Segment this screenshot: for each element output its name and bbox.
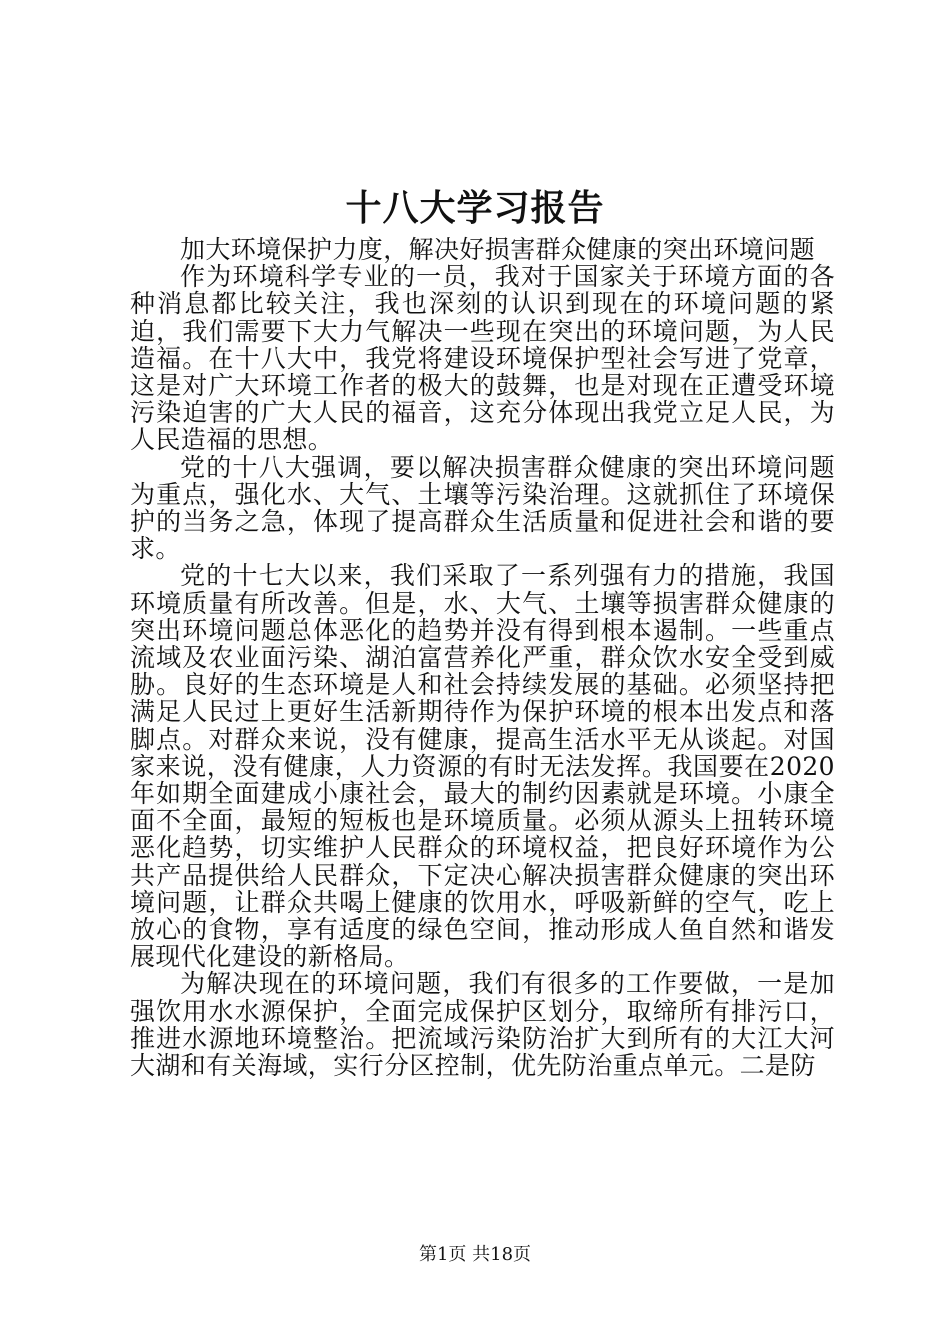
- paragraph: 作为环境科学专业的一员，我对于国家关于环境方面的各种消息都比较关注，我也深刻的认识到现在的环境问题的紧迫，我们需要下大力气解决一些现在突出的环境问题，为人民造福。在十八大中，我党将建设环境保护型社会写进了党章，这是对广大环境工作者的极大的鼓舞，也是对现在正遭受环境污染迫害的广大人民的福音，这充分体现出我党立足人民，为人民造福的思想。: [130, 262, 835, 455]
- document-body: [130, 236, 835, 1079]
- paragraph: 党的十八大强调，要以解决损害群众健康的突出环境问题为重点，强化水、大气、土壤等污染治理。这就抓住了环境保护的当务之急，体现了提高群众生活质量和促进社会和谐的要求。: [130, 452, 835, 564]
- paragraph-subtitle: 加大环境保护力度，解决好损害群众健康的突出环境问题: [180, 235, 816, 264]
- page-footer: 第1页 共18页: [418, 1244, 532, 1265]
- paragraph: 党的十七大以来，我们采取了一系列强有力的措施，我国环境质量有所改善。但是，水、大气、土壤等损害群众健康的突出环境问题总体恶化的趋势并没有得到根本遏制。一些重点流域及农业面污染、湖泊富营养化严重，群众饮水安全受到威胁。良好的生态环境是人和社会持续发展的基础。必须坚持把满足人民过上更好生活新期待作为保护环境的根本出发点和落脚点。对群众来说，没有健康，提高生活水平无从谈起。对国家来说，没有健康，人力资源的有时无法发挥。我国要在2020年如期全面建成小康社会，最大的制约因素就是环境。小康全面不全面，最短的短板也是环境质量。必须从源头上扭转环境恶化趋势，切实维护人民群众的环境权益，把良好环境作为公共产品提供给人民群众，下定决心解决损害群众健康的突出环境问题，让群众共喝上健康的饮用水，呼吸新鲜的空气，吃上放心的食物，享有适度的绿色空间，推动形成人鱼自然和谐发展现代化建设的新格局。: [130, 561, 835, 972]
- document-title: 十八大学习报告: [345, 187, 605, 229]
- paragraph: 为解决现在的环境问题，我们有很多的工作要做，一是加强饮用水水源保护，全面完成保护区划分，取缔所有排污口，推进水源地环境整治。把流域污染防治扩大到所有的大江大河大湖和有关海域，实行分区控制，优先防治重点单元。二是防: [130, 969, 835, 1081]
